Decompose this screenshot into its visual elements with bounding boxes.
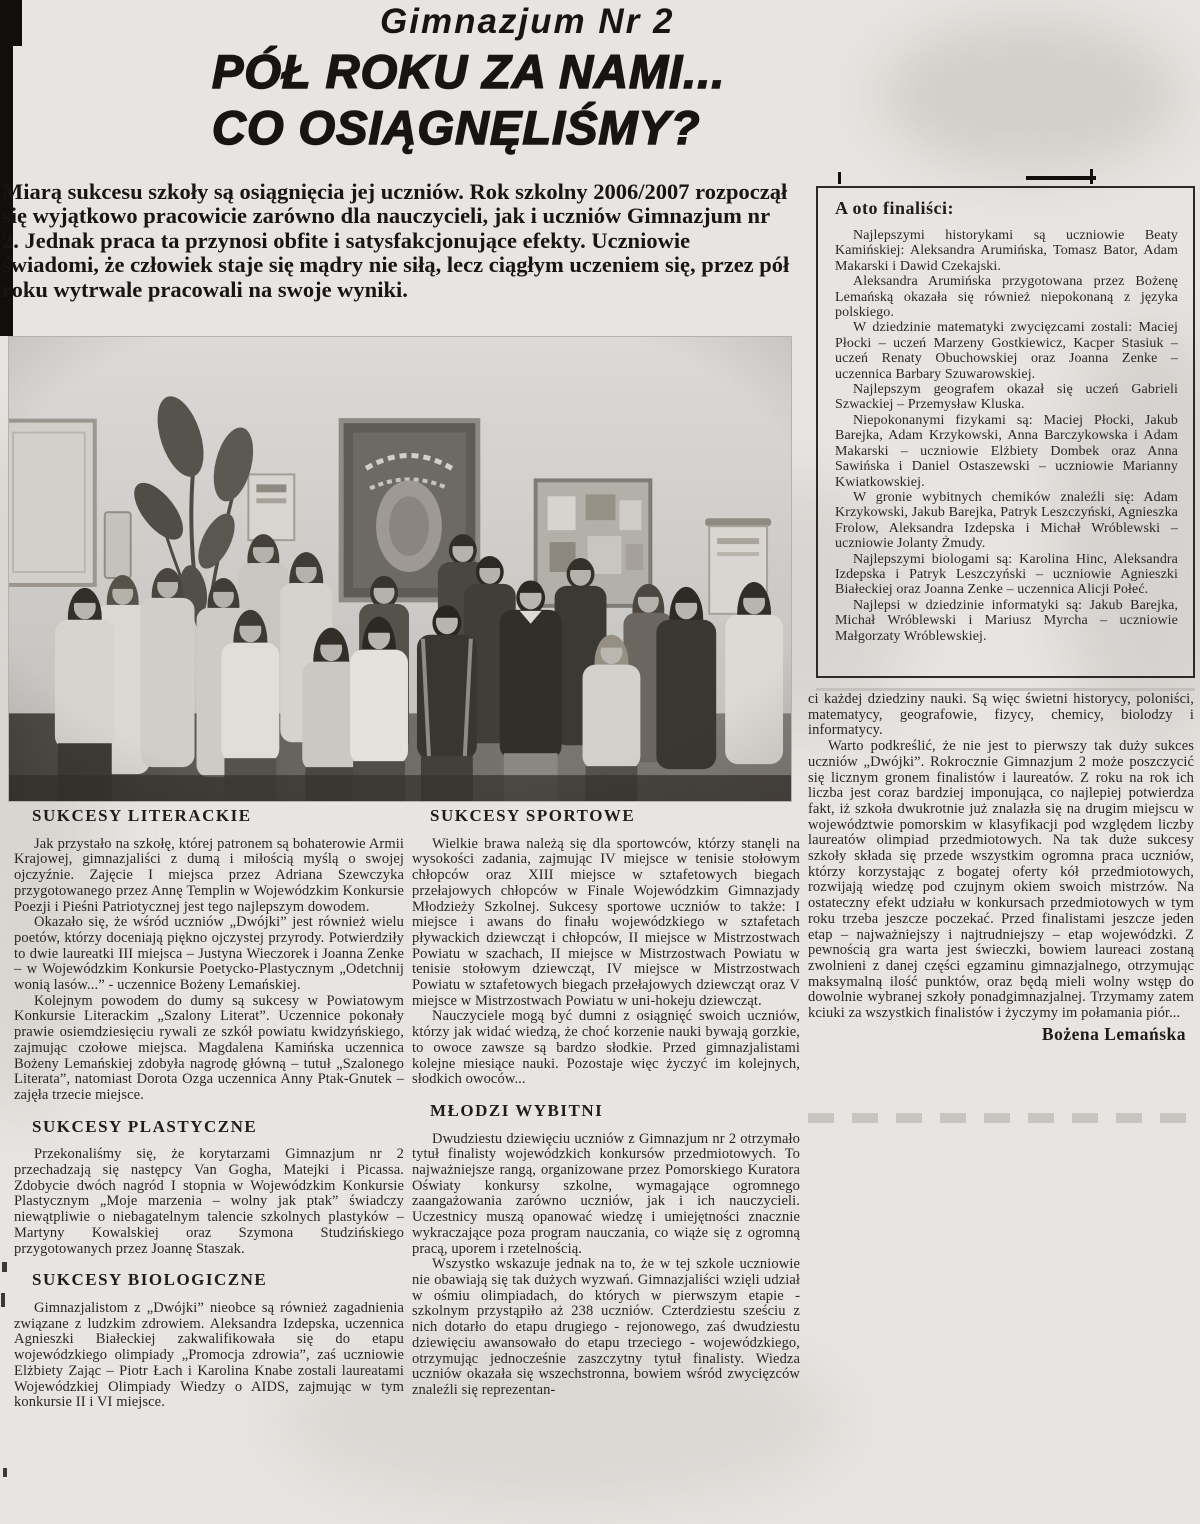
- body-paragraph: Warto podkreślić, że nie jest to pierwszy tak duży sukces uczniów „Dwójki”. Rokrocznie Gimnazjum 2 może poszczycić się licznym gronem finalistów i laureatów. Z roku na rok ich liczba jest coraz bardziej imponująca, co najlepiej potwierdza fakt, iż szkoła dwukrotnie już znalazła się na drugim miejscu w województwie pomorskim w klasyfikacji pod względem liczby laureatów olimpiad przedmiotowych. Na tak duże sukcesy szkoły składa się przede wszystkim ogromna praca uczniów, którzy korzystając z bogatej oferty kół przedmiotowych, rozwijają wiedzę pod czujnym okiem swoich mistrzów. Na ostateczny efekt udziału w konkursach przedmiotowych w tym roku trzeba jeszcze poczekać. Przed finalistami jeszcze jeden etap – najważniejszy i najtrudniejszy – etap wojewódzki. Z pewnością gra warta jest świeczki, bowiem laureaci zostaną zwolnieni z danej części egzaminu gimnazjalnego, otrzymując maksymalną ilość punktów, oraz będą mieli wolny wstęp do dowolnie wybranej szkoły ponadgimnazjalnej. Trzymamy zatem kciuki za wszystkich finalistów i życzymy im połamania piór...: [808, 738, 1194, 1022]
- scan-speck: [2, 1262, 7, 1272]
- finalists-box-title: A oto finaliści:: [835, 198, 954, 218]
- scan-tick-artifact: [838, 172, 841, 184]
- finalists-paragraph: W gronie wybitnych chemików znaleźli się: Adam Krzykowski, Jakub Barejka, Patryk Leszczyński, Agnieszka Frolow, Aleksandra Izdepska i Michał Wróblewski – uczniowie Jolanty Żmudy.: [835, 489, 1178, 552]
- finalists-paragraph: Najlepszymi biologami są: Karolina Hinc, Aleksandra Izdepska i Patryk Leszczyński – uczniowie Agnieszki Białeckiej oraz Joanna Zenke – uczennica Alicji Połeć.: [835, 551, 1178, 598]
- scan-edge-artifact: [0, 0, 22, 46]
- scan-speck: [1, 1293, 5, 1307]
- finalists-paragraph: Najlepszym geografem okazał się uczeń Gabrieli Szwackiej – Przemysław Kluska.: [835, 382, 1178, 413]
- article-title: [212, 44, 902, 156]
- finalists-paragraph: Niepokonanymi fizykami są: Maciej Płocki, Jakub Barejka, Adam Krzykowski, Anna Barczykowska i Adam Makarski – uczniowie Elżbiety Dombek oraz Anna Sawińska i Daniel Ostaszewski – uczniowie Marianny Kwiatkowskiej.: [835, 412, 1178, 490]
- finalists-paragraph: Aleksandra Arumińska przygotowana przez Bożenę Lemańską okazała się również niepokonaną z języka polskiego.: [835, 274, 1178, 321]
- group-photo: [8, 336, 792, 802]
- section-heading-sportowe: SUKCESY SPORTOWE: [430, 806, 636, 825]
- scan-tick-artifact: [1026, 176, 1096, 180]
- article-title-line1: PÓŁ ROKU ZA NAMI...: [212, 45, 726, 98]
- body-paragraph: Wielkie brawa należą się dla sportowców, którzy stanęli na wysokości zadania, zajmując IV miejsce w tenisie stołowym chłopców oraz XIII miejsce w sztafetowych biegach przełajowych chłopców w Finale Wojewódzkim Gimnazjady Młodzieży Szkolnej. Sukcesy sportowe uczniów to także: I miejsce i awans do finału wojewódzkiego w sztafetach pływackich dziewcząt i chłopców, II miejsce w Mistrzostwach Powiatu w szachach, II miejsce w Mistrzostwach Powiatu w tenisie stołowym dziewcząt, IV miejsce w Mistrzostwach Powiatu w sztafetowych biegach przełajowych dziewcząt oraz V miejsce w Mistrzostwach Powiatu w uni-hokeju dziewcząt.: [412, 835, 800, 1009]
- right-column: [808, 692, 1194, 1042]
- body-paragraph: Jak przystało na szkołę, której patronem są bohaterowie Armii Krajowej, gimnazjaliści z dumą i miłością myślą o swojej ojczyźnie. Zajęcie I miejsca przez Adriana Szewczyka przygotowanego przez Annę Templin w Wojewódzkim Konkursie Poezji i Pieśni Patriotycznej jest tego najlepszym dowodem.: [14, 835, 404, 915]
- body-paragraph: Kolejnym powodem do dumy są sukcesy w Powiatowym Konkursie Literackim „Szalony Literat”. Uczennice pokonały prawie osiemdziesięciu rywali ze szkół powiatu kwidzyńskiego, zajmując czołowe miejsca. Magdalena Kamińska uczennica Bożeny Lemańskiej zdobyła nagrodę główną – tutuł „Szalonego Literata”, natomiast Dorota Ozga uczennica Anny Ptak-Gnutek – zajęła trzecie miejsce.: [14, 992, 404, 1103]
- group-photo-illustration: [9, 337, 791, 801]
- section-heading-mlodzi-wybitni: MŁODZI WYBITNI: [430, 1100, 604, 1120]
- scan-tick-artifact: [1090, 169, 1093, 184]
- article-title-line2: CO OSIĄGNĘLIŚMY?: [212, 101, 701, 154]
- section-heading-plastyczne: SUKCESY PLASTYCZNE: [32, 1116, 258, 1136]
- middle-column: [412, 808, 800, 1399]
- scan-smudge: [880, 20, 1180, 170]
- section-heading-biologiczne: SUKCESY BIOLOGICZNE: [32, 1270, 268, 1290]
- body-paragraph: Przekonaliśmy się, że korytarzami Gimnazjum nr 2 przechadzają się następcy Van Gogha, Matejki i Picassa. Zdobycie dwóch nagród I stopnia w Wojewódzkim Konkursie Plastycznym „Moje marzenia – wolny jak ptak” świadczy niewątpliwie o niebagatelnym talencie szkolnych plastyków – Martyny Kowalskiej oraz Szymona Studzińskiego przygotowanych przez Joannę Staszak.: [14, 1146, 404, 1257]
- body-paragraph: Nauczyciele mogą być dumni z osiągnięć swoich uczniów, którzy jak widać wiedzą, że choć korzenie nauki bywają gorzkie, to owoce zawsze są bardzo słodkie. Przed gimnazjalistami kolejne miesiące nauki. Pozostaje więc życzyć im kolejnych, słodkich owoców...: [412, 1008, 800, 1088]
- body-paragraph: Gimnazjalistom z „Dwójki” nieobce są również zagadnienia związane z ludzkim zdrowiem. Aleksandra Izdepska, uczennica Agnieszki Białeckiej zakwalifikowała się do etapu wojewódzkiego olimpiady „Promocja zdrowia”, zaś uczniowie Elżbiety Zając – Piotr Łach i Karolina Knabe zostali laureatami Wojewódzkiej Olimpiady Wiedzy o AIDS, zajmując w tym konkursie II i VI miejsce.: [14, 1299, 404, 1411]
- photo-vignette: [9, 337, 791, 801]
- finalists-paragraph: Najlepsi w dziedzinie informatyki są: Jakub Barejka, Michał Wróblewski i Mariusz Myrcha – uczniowie Małgorzaty Wróblewskiej.: [835, 597, 1178, 644]
- finalists-box: [816, 186, 1195, 678]
- article-header: [212, 2, 902, 156]
- scan-streak: [808, 1113, 1192, 1123]
- section-heading-literackie: SUKCESY LITERACKIE: [32, 806, 252, 825]
- author-signature: Bożena Lemańska: [1041, 1023, 1186, 1044]
- left-column: [14, 808, 404, 1411]
- finalists-paragraph: W dziedzinie matematyki zwycięzcami zostali: Maciej Płocki – uczeń Marzeny Gostkiewicz, Kacper Stasiuk – uczeń Renaty Obuchowskiej oraz Joanna Zenke – uczennica Barbary Szuwarowskiej.: [835, 320, 1178, 382]
- article-kicker: Gimnazjum Nr 2: [380, 2, 675, 41]
- finalists-paragraph: Najlepszymi historykami są uczniowie Beaty Kamińskiej: Aleksandra Arumińska, Tomasz Bator, Adam Makarski i Dawid Czekajski.: [835, 228, 1178, 274]
- body-paragraph: Wszystko wskazuje jednak na to, że w tej szkole uczniowie nie obawiają się tak dużych wyzwań. Gimnazjaliści wzięli udział w ośmiu olimpiadach, do których w pierwszym etapie - szkolnym przystąpiło aż 238 uczniów. Czterdziestu sześciu z nich dotarło do etapu drugiego - rejonowego, zaś dwudziestu dziewięciu awansowało do etapu trzeciego - wojewódzkiego, otrzymując jednocześnie zaszczytny tytuł finalisty. Wiedza uczniów okazała się wszechstronna, bowiem wśród zwycięzców znaleźli się reprezentan-: [412, 1256, 800, 1398]
- scan-speck: [3, 1468, 7, 1477]
- article-lead: Miarą sukcesu szkoły są osiągnięcia jej uczniów. Rok szkolny 2006/2007 rozpoczął się wyjątkowo pracowicie zarówno dla nauczycieli, jak i uczniów Gimnazjum nr 2. Jednak praca ta przynosi obfite i satysfakcjonujące efekty. Uczniowie świadomi, że człowiek staje się mądry nie siłą, lecz ciągłym uczeniem się, przez pół roku wytrwale pracowali na swoje wyniki.: [2, 179, 790, 302]
- body-paragraph: Dwudziestu dziewięciu uczniów z Gimnazjum nr 2 otrzymało tytuł finalisty wojewódzkich konkursów przedmiotowych. To najważniejsze rangą, organizowane przez Pomorskiego Kuratora Oświaty konkursy szkolne, wymagające ogromnego zaangażowania zarówno uczniów, jak i ich nauczycieli. Uczestnicy muszą opanować wiedzę i umiejętności znacznie wykraczające poza program nauczania, co wiąże się z ogromną pracą, uporem i rzetelnością.: [412, 1130, 800, 1257]
- body-paragraph: ci każdej dziedziny nauki. Są więc świetni historycy, poloniści, matematycy, geografowie, fizycy, chemicy, biolodzy i informatycy.: [808, 691, 1194, 739]
- body-paragraph: Okazało się, że wśród uczniów „Dwójki” jest również wielu poetów, którzy doceniają piękno ojczystej przyrody. Potwierdziły to dwie laureatki III miejsca – Justyna Wieczorek i Joanna Zenke – w Wojewódzkim Konkursie Poetycko-Plastycznym „Odetchnij wonią lasów...” - uczennice Bożeny Lemańskiej.: [14, 914, 404, 994]
